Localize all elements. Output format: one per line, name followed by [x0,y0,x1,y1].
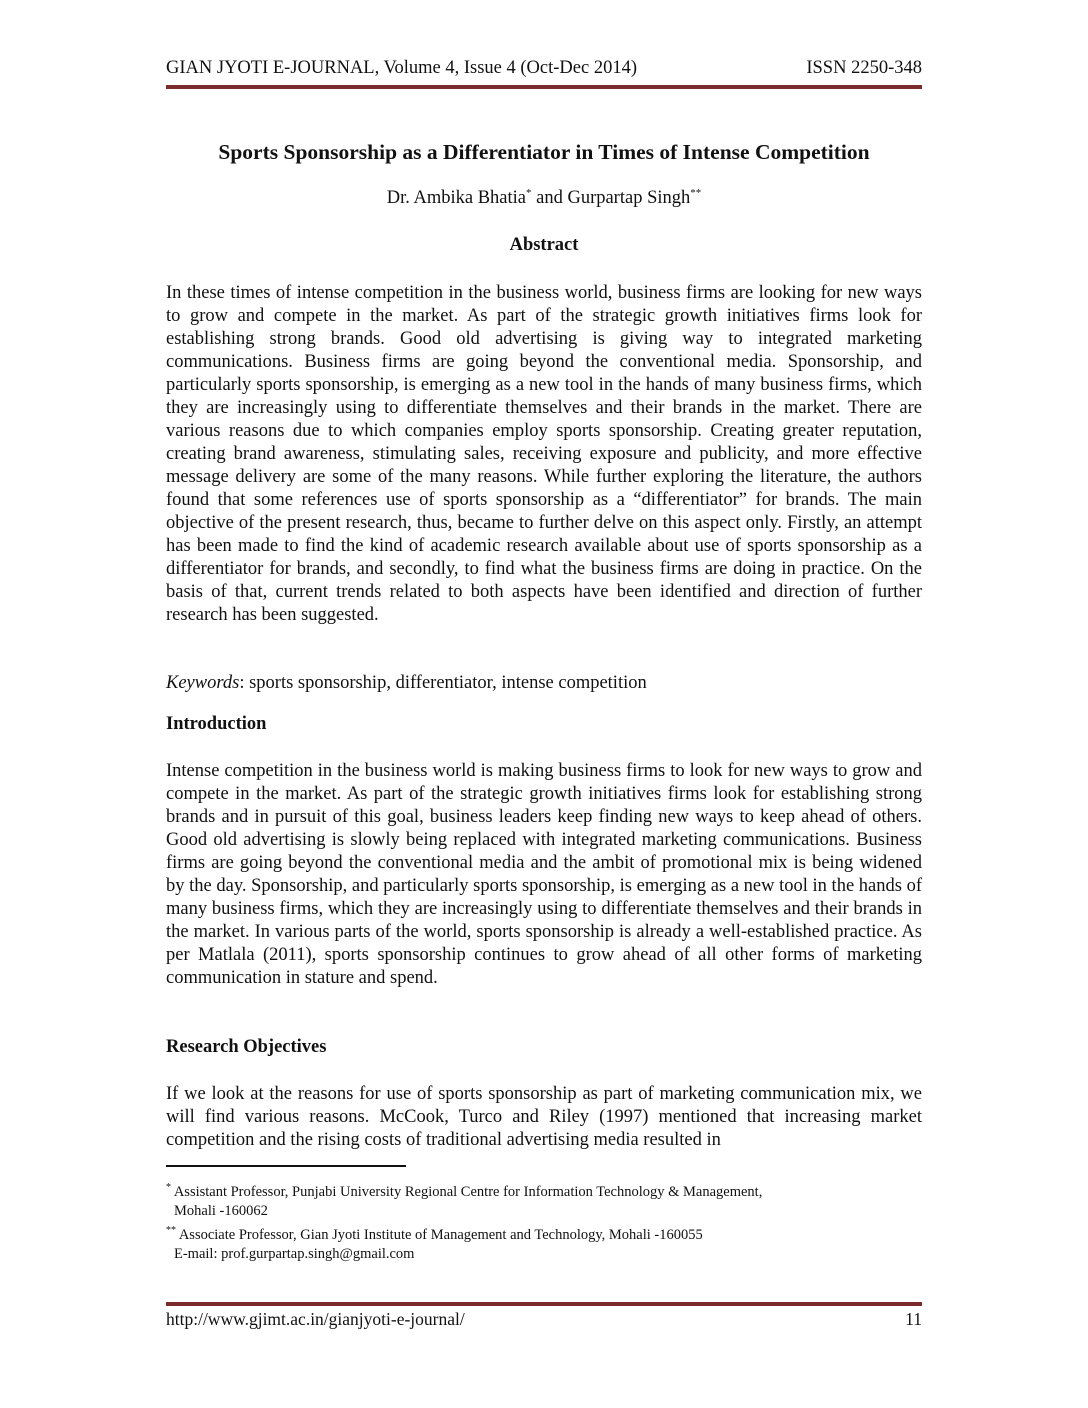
footnote-2-line-2: E-mail: prof.gurpartap.singh@gmail.com [174,1246,415,1262]
header-rule [166,85,922,89]
journal-url[interactable]: http://www.gjimt.ac.in/gianjyoti-e-journal/ [166,1309,465,1329]
footnote-1-mark: * [166,1182,171,1193]
abstract-body: In these times of intense competition in the business world, business firms are looking for new ways to grow and compete in the market. As part of the strategic growth initiatives firms look for establishing strong brands. Good old advertising is giving way to integrated marketing communications. Business firms are going beyond the conventional media. Sponsorship, and particularly sports sponsorship, is emerging as a new tool in the hands of many business firms, which they are increasingly using to differentiate themselves and their brands in the market. There are various reasons due to which companies employ sports sponsorship. Creating greater reputation, creating brand awareness, stimulating sales, receiving exposure and publicity, and more effective message delivery are some of the many reasons. While further exploring the literature, the authors found that some references use of sports sponsorship as a “differentiator” for brands. The main objective of the present research, thus, became to further delve on this aspect only. Firstly, an attempt has been made to find the kind of academic research available about use of sports sponsorship as a differentiator for brands, and secondly, to find what the business firms are doing in practice. On the basis of that, current trends related to both aspects have been identified and direction of further research has been suggested. [166,283,922,625]
author-1-mark: * [525,187,532,199]
journal-name: GIAN JYOTI E-JOURNAL, Volume 4, Issue 4 (Oct-Dec 2014) [166,58,637,78]
footnote-1 [166,1183,762,1221]
author-joiner: and [531,188,568,208]
page-number: 11 [905,1309,922,1329]
document-page [166,0,922,1408]
running-footer [166,1309,922,1330]
issn: ISSN 2250-348 [806,58,922,78]
author-2-mark: ** [690,187,702,199]
author-1: Dr. Ambika Bhatia [386,188,526,208]
footnote-rule [166,1165,406,1167]
introduction-body: Intense competition in the business world is making business firms to look for new ways to grow and compete in the market. As part of the strategic growth initiatives firms look for establishing strong brands and in pursuit of this goal, business leaders keep finding new ways to keep ahead of others. Good old advertising is slowly being replaced with integrated marketing communications. Business firms are going beyond the conventional media and the ambit of promotional mix is being widened by the day. Sponsorship, and particularly sports sponsorship, is emerging as a new tool in the hands of many business firms, which they are increasingly using to differentiate themselves and their brands in the market. In various parts of the world, sports sponsorship is already a well-established practice. As per Matlala (2011), sports sponsorship continues to grow ahead of all other forms of marketing communication in stature and spend. [166,761,922,988]
running-header [166,58,922,79]
research-objectives-body: If we look at the reasons for use of sports sponsorship as part of marketing communication mix, we will find various reasons. McCook, Turco and Riley (1997) mentioned that increasing market competition and the rising costs of traditional advertising media resulted in [166,1084,922,1150]
article-title: Sports Sponsorship as a Differentiator in Times of Intense Competition [218,140,870,164]
footnote-2-line-1: Associate Professor, Gian Jyoti Institute of Management and Technology, Mohali -160055 [176,1227,703,1243]
author-line [166,188,922,209]
footnote-1-line-2: Mohali -160062 [174,1203,268,1219]
keywords-text: : sports sponsorship, differentiator, intense competition [239,673,647,693]
introduction-heading: Introduction [166,714,267,734]
abstract-heading: Abstract [509,235,579,255]
keywords-line [166,673,922,694]
keywords-label: Keywords [166,673,240,693]
footnote-2-mark: ** [166,1225,176,1236]
footnote-1-line-1: Assistant Professor, Punjabi University Regional Centre for Information Technology & Management, [171,1184,763,1200]
footnote-2 [166,1226,703,1264]
footer-rule [166,1302,922,1306]
author-2: Gurpartap Singh [567,188,691,208]
research-objectives-heading: Research Objectives [166,1037,327,1057]
